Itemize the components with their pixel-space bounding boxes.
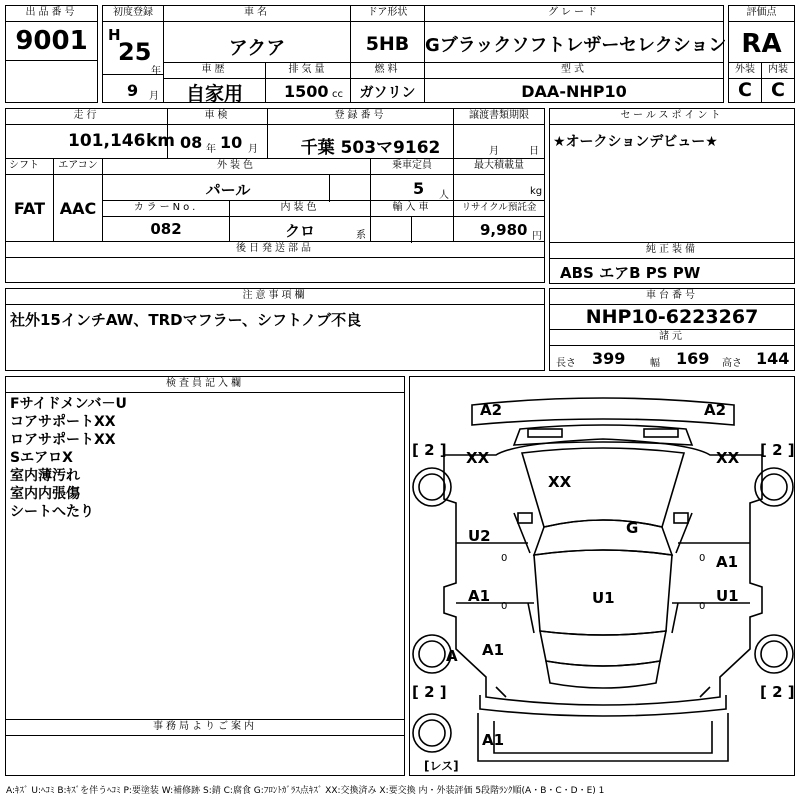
dimensions-label: 諸元 (550, 330, 794, 346)
score-value: RA (741, 29, 782, 59)
color-no-label: カラーNo. (103, 201, 229, 217)
inspector-line: Fサイドメンバ－U (10, 396, 127, 412)
chassis-label: 車台番号 (550, 289, 794, 305)
fuel-label: 燃料 (351, 63, 424, 79)
first-reg-year: 25 (118, 38, 152, 66)
capacity-label: 乗車定員 (371, 159, 453, 175)
exterior-value: C (738, 79, 752, 101)
plate-cell (267, 108, 454, 159)
office-label: 事務局よりご案内 (6, 720, 404, 736)
notes-cell (5, 288, 545, 371)
sales-point-cell (549, 108, 795, 243)
lot-no-cell (5, 5, 98, 61)
inspector-line: 室内内張傷 (10, 486, 80, 502)
int-color-cell (229, 200, 371, 242)
max-load-unit: kg (530, 186, 543, 197)
first-reg-month-cell (102, 74, 164, 103)
import-cell (370, 200, 454, 242)
mark-rl-wheel: A (446, 647, 458, 665)
displacement-value: 1500 (284, 82, 329, 101)
color-no-value: 082 (150, 220, 182, 238)
plate-label: 登録番号 (268, 109, 453, 125)
ext-color-label: 外装色 (103, 159, 370, 175)
recycle-label: リサイクル預託金 (454, 201, 544, 217)
import-divider (411, 216, 412, 243)
mileage-value: 101,146 (68, 131, 146, 151)
equipment-cell (549, 242, 795, 284)
height-label: 高さ (722, 358, 742, 369)
capacity-unit: 人 (439, 190, 449, 201)
sales-point-label: セールスポイント (550, 109, 794, 125)
inspector-line: SエアロX (10, 450, 73, 466)
displacement-label: 排気量 (266, 63, 350, 79)
model-code-value: DAA-NHP10 (521, 82, 627, 101)
door-type-label: ドア形状 (351, 6, 424, 22)
grade-value: Gブラックソフトレザーセレクション (425, 35, 727, 56)
color-no-cell (102, 200, 230, 242)
history-label: 車歴 (164, 63, 265, 79)
mark-left-quarter: A1 (482, 641, 505, 659)
mark-fr-fender: XX (716, 449, 740, 467)
score-cell (728, 5, 795, 63)
first-reg-month-unit: 月 (149, 91, 159, 102)
car-outline (410, 377, 796, 777)
displacement-cell (265, 62, 351, 103)
max-load-cell (453, 158, 545, 201)
ext-color-value: パール (205, 181, 251, 199)
grade-label: グレード (425, 6, 723, 22)
length-label: 長さ (556, 358, 576, 369)
mark-fl-fender: XX (466, 449, 490, 467)
inspector-line: 室内薄汚れ (10, 468, 80, 484)
history-value: 自家用 (185, 83, 243, 105)
first-reg-era: H (108, 26, 121, 44)
model-code-cell (424, 62, 724, 103)
aircon-cell (53, 158, 103, 242)
legend: A:ｷｽﾞ U:ﾍｺﾐ B:ｷｽﾞを伴うﾍｺﾐ P:要塗装 W:補修跡 S:錆 C:腐食 G:ﾌﾛﾝﾄｶﾞﾗｽ点ｷｽﾞ XX:交換済み X:要交換 内・外装評価 5段階ﾗﾝｸ順(A・B・C・D・E) 1 (6, 786, 605, 796)
first-reg-year-unit: 年 (151, 66, 161, 77)
inspection-month-unit: 月 (248, 144, 258, 155)
door-type-cell (350, 5, 425, 63)
bracket-bottom-right: [ 2 ] (760, 683, 795, 701)
fuel-cell (350, 62, 425, 103)
width-value: 169 (676, 349, 710, 368)
chassis-cell (549, 288, 795, 330)
import-label: 輸入車 (371, 201, 453, 217)
max-load-label: 最大積載量 (454, 159, 544, 175)
transfer-deadline-label: 譲渡書類期限 (454, 109, 544, 125)
fuel-value: ガソリン (359, 85, 416, 101)
shift-label: シフト (6, 159, 53, 175)
notes-value: 社外15インチAW、TRDマフラー、シフトノブ不良 (10, 311, 362, 329)
transfer-deadline-cell (453, 108, 545, 159)
first-reg-label: 初度登録 (103, 6, 163, 22)
model-name-label: 車名 (164, 6, 350, 22)
ext-color-cell (102, 158, 371, 201)
grade-cell (424, 5, 727, 63)
zero-right-rear: 0 (699, 601, 706, 612)
exterior-label: 外装 (729, 63, 761, 79)
mark-windshield: G (626, 519, 639, 537)
shift-cell (5, 158, 54, 242)
int-color-value: クロ (284, 222, 315, 240)
equipment-label: 純正装備 (550, 243, 794, 259)
recycle-value: 9,980 (480, 221, 528, 239)
displacement-unit: cc (332, 89, 343, 100)
chassis-value: NHP10-6223267 (585, 306, 759, 328)
bracket-top-right: [ 2 ] (760, 441, 795, 459)
recycle-unit: 円 (532, 231, 542, 242)
aircon-value: AAC (59, 199, 97, 218)
bracket-bottom-left: [ 2 ] (412, 683, 447, 701)
mark-front-left: A2 (480, 401, 503, 419)
inspection-label: 車検 (168, 109, 267, 125)
transfer-month-unit: 月 (489, 146, 499, 157)
mark-rear-bumper: A1 (482, 731, 505, 749)
width-label: 幅 (650, 358, 660, 369)
mark-front-right: A2 (704, 401, 727, 419)
door-type-value: 5HB (365, 33, 410, 55)
recycle-cell (453, 200, 545, 242)
later-parts-label: 後日発送部品 (6, 242, 544, 258)
aircon-label: エアコン (54, 159, 102, 175)
mark-right-front-door: A1 (716, 553, 739, 571)
int-color-label: 内装色 (230, 201, 370, 217)
dimensions-cell (549, 329, 795, 371)
plate-value: 千葉 503マ9162 (300, 138, 441, 158)
capacity-cell (370, 158, 454, 201)
bracket-top-left: [ 2 ] (412, 441, 447, 459)
zero-right-front: 0 (699, 553, 706, 564)
mileage-unit: km (146, 131, 176, 151)
lot-no-label: 出品番号 (6, 6, 97, 22)
mark-hood: XX (548, 473, 572, 491)
mark-left-rear-door: A1 (468, 587, 491, 605)
inspector-line: シートへたり (10, 504, 94, 520)
model-name-value: アクア (228, 37, 286, 59)
inspection-year: 08 (180, 133, 203, 152)
zero-left-front: 0 (501, 553, 508, 564)
history-cell (163, 62, 266, 103)
mark-left-front-door: U2 (468, 527, 491, 545)
inspection-cell (167, 108, 268, 159)
sales-point-value: ★オークションデビュー★ (553, 134, 718, 150)
damage-diagram (409, 376, 795, 776)
inspector-lines (10, 395, 127, 521)
ext-color-divider (329, 174, 330, 202)
mileage-label: 走行 (6, 109, 167, 125)
inspection-month: 10 (220, 133, 243, 152)
office-cell (5, 719, 405, 776)
int-color-unit: 系 (356, 230, 366, 241)
shift-value: FAT (13, 199, 46, 218)
interior-cell (761, 62, 795, 103)
bracket-spare: [レス] (424, 759, 459, 773)
zero-left-rear: 0 (501, 601, 508, 612)
empty-cell (5, 60, 98, 103)
capacity-value: 5 (413, 179, 425, 198)
notes-label: 注意事項欄 (6, 289, 544, 305)
inspector-line: コアサポートXX (10, 414, 116, 430)
lot-no-value: 9001 (15, 26, 88, 56)
interior-value: C (771, 79, 785, 101)
model-code-label: 型式 (425, 63, 723, 79)
inspector-cell (5, 376, 405, 720)
score-label: 評価点 (729, 6, 794, 22)
inspector-line: ロアサポートXX (10, 432, 116, 448)
mark-roof: U1 (592, 589, 615, 607)
first-reg-cell (102, 5, 164, 75)
inspector-label: 検査員記入欄 (6, 377, 404, 393)
model-name-cell (163, 5, 351, 63)
length-value: 399 (592, 349, 626, 368)
transfer-day-unit: 日 (529, 146, 539, 157)
equipment-value: ABS エアB PS PW (560, 264, 701, 282)
mileage-cell (5, 108, 176, 159)
later-parts-cell (5, 241, 545, 283)
interior-label: 内装 (762, 63, 794, 79)
first-reg-month: 9 (127, 81, 139, 100)
height-value: 144 (756, 349, 790, 368)
inspection-year-unit: 年 (206, 144, 216, 155)
exterior-cell (728, 62, 762, 103)
mark-right-rear-door: U1 (716, 587, 739, 605)
